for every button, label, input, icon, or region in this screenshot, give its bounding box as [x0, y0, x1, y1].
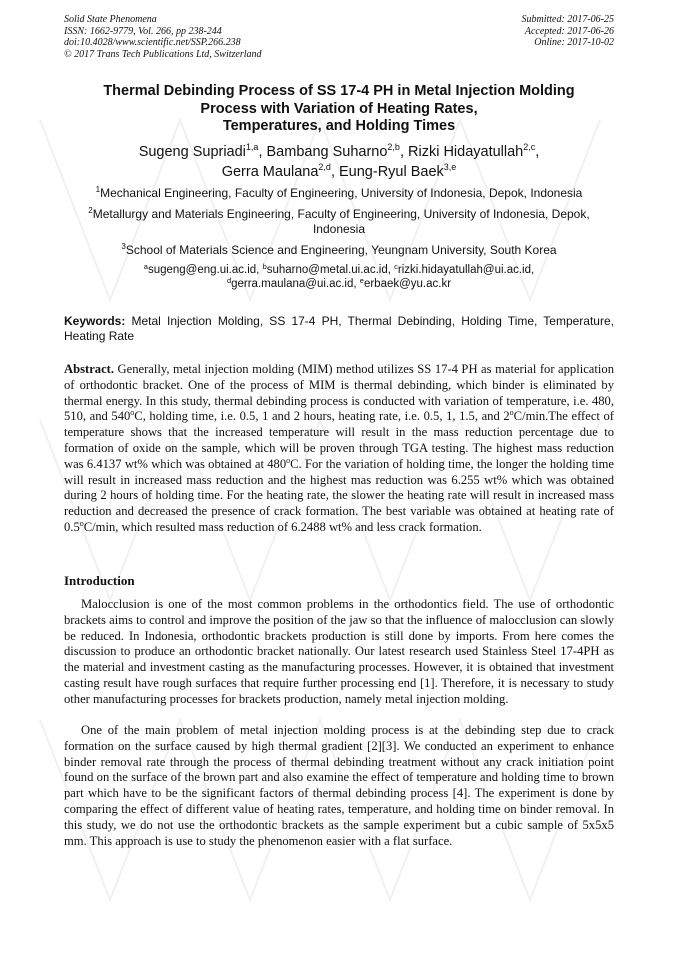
email-address[interactable]: sugeng@eng.ui.ac.id: [147, 264, 257, 276]
email-address[interactable]: erbaek@yu.ac.kr: [363, 278, 452, 290]
email-address[interactable]: gerra.maulana@ui.ac.id: [231, 278, 354, 290]
abstract-text: C/min.The effect of temperature shows that the increased temperature will result in the mass reduction percentage due to formation of oxide on the sample, which will be proven through TGA testing. The highest mass reduction was 6.4137 wt% which was obtained at 480: [64, 409, 614, 471]
email-address[interactable]: suharno@metal.ui.ac.id: [266, 264, 388, 276]
email-mark: a: [143, 262, 148, 271]
author-name: Gerra Maulana: [221, 164, 319, 180]
author-name: Bambang Suharno: [266, 144, 388, 160]
author-separator: ,: [330, 164, 339, 180]
journal-info: [64, 14, 262, 60]
paper-title: [60, 83, 618, 136]
abstract-text: C, holding time, i.e. 0.5, 1 and 2 hours, heating rate, i.e. 0.5, 1, 1.5, and 2: [134, 409, 510, 424]
author-list: [60, 142, 618, 182]
email-address[interactable]: rizki.hidayatullah@ui.ac.id: [397, 264, 532, 276]
author-separator: ,: [258, 144, 267, 160]
author-affiliation-mark: 1,a: [245, 142, 259, 152]
affiliation: [70, 243, 608, 258]
author-line: [60, 142, 618, 162]
abstract-block: [64, 362, 614, 536]
affiliation-number: 1: [95, 185, 101, 194]
title-line: Thermal Debinding Process of SS 17-4 PH in Metal Injection Molding: [103, 83, 575, 99]
email-mark: e: [359, 276, 364, 285]
journal-doi: doi:10.4028/www.scientific.net/SSP.266.238: [64, 37, 241, 48]
online-date: Online: 2017-10-02: [534, 37, 614, 48]
author-separator: ,: [399, 144, 408, 160]
introduction-heading: Introduction: [64, 573, 135, 588]
accepted-date: Accepted: 2017-06-26: [524, 25, 614, 37]
email-separator: ,: [256, 264, 263, 276]
keywords-block: [64, 314, 614, 343]
abstract-label: Abstract.: [64, 362, 115, 376]
affiliation: [70, 186, 608, 201]
affiliation-text: School of Materials Science and Engineering, Yeungnam University, South Korea: [125, 243, 557, 257]
degree-mark: o: [509, 408, 514, 418]
title-line: Process with Variation of Heating Rates,: [200, 100, 478, 117]
journal-issn: ISSN: 1662-9779, Vol. 266, pp 238-244: [64, 25, 222, 37]
author-emails: [70, 263, 608, 291]
email-separator: ,: [387, 264, 395, 276]
title-line: Temperatures, and Holding Times: [222, 118, 456, 134]
abstract-text: Generally, metal injection molding (MIM) method utilizes SS 17-4 PH as material for application of orthodontic bracket. One of the process of MIM is thermal debinding, which binder is eliminated by thermal energy. In this study, thermal debinding process is conducted with variation of temperature, i.e. 480, 510, and 540: [64, 362, 614, 424]
journal-name: Solid State Phenomena: [64, 14, 157, 25]
affiliation-text: Mechanical Engineering, Faculty of Engineering, University of Indonesia, Depok, Indonesia: [100, 186, 583, 200]
author-name: Sugeng Supriadi: [138, 144, 246, 160]
abstract-text: C/min, which resulted mass reduction of 6.2488 wt% and less crack formation.: [83, 519, 482, 534]
email-mark: d: [226, 276, 232, 285]
email-mark: c: [394, 262, 398, 271]
keywords-text: Metal Injection Molding, SS 17-4 PH, Thermal Debinding, Holding Time, Temperature, Heating Rate: [64, 314, 614, 343]
affiliation-number: 3: [121, 242, 126, 251]
publication-dates: [522, 14, 615, 49]
affiliation-text: Metallurgy and Materials Engineering, Faculty of Engineering, University of Indonesia, Depok, Indonesia: [92, 207, 590, 236]
affiliation: [70, 207, 608, 236]
submitted-date: Submitted: 2017-06-25: [521, 14, 614, 25]
degree-mark: o: [286, 455, 291, 465]
author-affiliation-mark: 2,d: [318, 162, 331, 172]
introduction-paragraph: One of the main problem of metal injection molding process is at the debinding step due to crack formation on the surface caused by high thermal gradient [2][3]. We conducted an experiment to enhance binder removal rate through the process of thermal debinding treatment without any crack initiation point found on the surface of the brown part and also examine the effect of temperature and holding time to brown part which have to be the significant factors of thermal debinding process [4]. The experiment is done by comparing the effect of different value of heating rates, temperature, and holding time on binder removal. In this study, we do not use the orthodontic brackets as the sample experiment but a cubic sample of 5x5x5 mm. This approach is use to study the phenomenon easier with a flat surface.: [64, 723, 614, 848]
author-name: Eung-Ryul Baek: [339, 164, 444, 180]
degree-mark: o: [130, 408, 135, 418]
author-name: Rizki Hidayatullah: [408, 144, 524, 160]
abstract-text: C. For the variation of holding time, the longer the holding time will result in increased mass reduction and the highest mas reduction was 6.255 wt% which was obtained during 2 hours of holding time. For the heating rate, the slower the heating rate will result in increased mass reduction and decreased the presence of crack formation. The best variable was obtained at heating rate of 0.5: [64, 456, 614, 534]
author-affiliation-mark: 3,e: [443, 162, 457, 172]
email-mark: b: [262, 262, 267, 271]
email-separator: ,: [531, 264, 535, 276]
author-line: [60, 162, 618, 182]
affiliation-number: 2: [88, 206, 93, 215]
author-affiliation-mark: 2,b: [387, 142, 400, 152]
keywords-label: Keywords:: [64, 314, 126, 328]
author-affiliation-mark: 2,c: [523, 142, 536, 152]
introduction-paragraph: Malocclusion is one of the most common problems in the orthodontics field. The use of orthodontic brackets aims to control and improve the position of the jaw so that the influence of malocclusion can slowly be reduced. In Indonesia, orthodontic brackets production is still done by imports. From here comes the discussion to produce an orthodontic bracket nationally. Our latest research used Stainless Steel 17-4PH as the material and investment casting as the manufacturing processes. However, it is obtained that investment casting result have rough surfaces that require further processing end [1]. Therefore, it is necessary to study other manufacturing processes for brackets production, namely metal injection molding.: [64, 597, 614, 706]
author-separator: ,: [535, 144, 540, 160]
email-separator: ,: [353, 278, 360, 290]
degree-mark: o: [79, 518, 84, 528]
journal-copyright: © 2017 Trans Tech Publications Ltd, Switzerland: [64, 48, 262, 60]
